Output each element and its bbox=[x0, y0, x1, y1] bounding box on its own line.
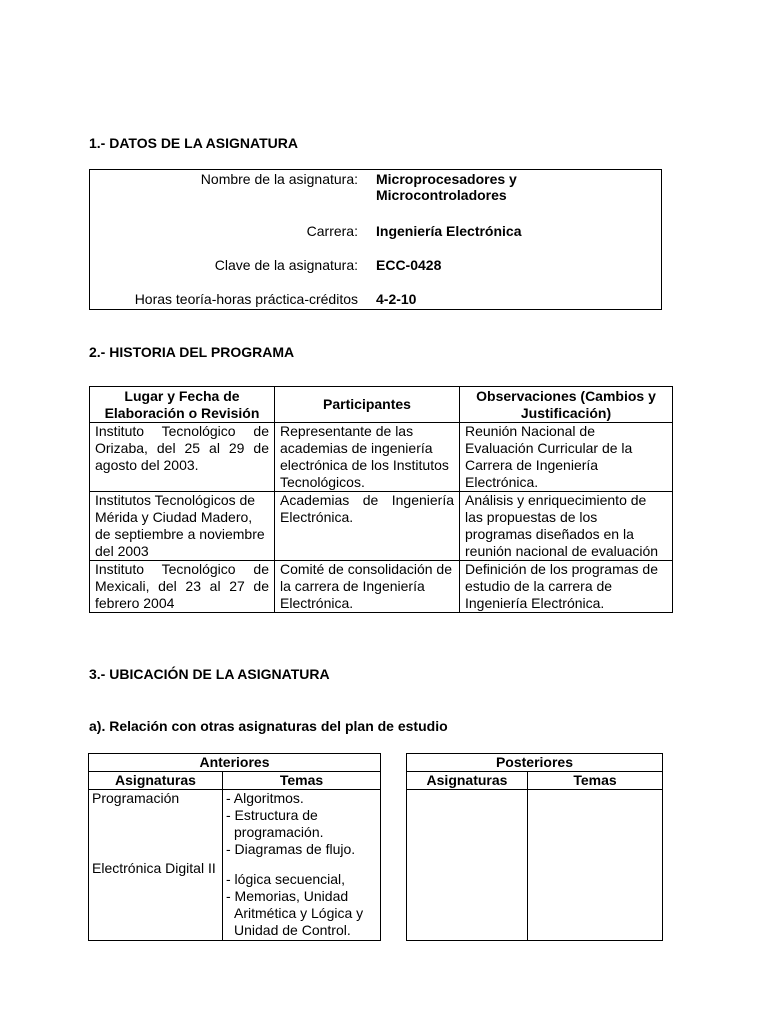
table-cell: Instituto Tecnológico de Mexicali, del 23 al 27 de febrero 2004 bbox=[90, 561, 275, 613]
table-row bbox=[90, 492, 673, 561]
table-cell: Instituto Tecnológico de Orizaba, del 25 al 29 de agosto del 2003. bbox=[90, 423, 275, 492]
datos-label: Horas teoría-horas práctica-créditos bbox=[134, 291, 358, 307]
datos-value: ECC-0428 bbox=[376, 257, 442, 273]
table-cell: Análisis y enriquecimiento de las propuestas de los programas diseñados en la reunión nacional de evaluación bbox=[460, 492, 673, 561]
datos-value: 4-2-10 bbox=[376, 291, 417, 307]
section2-heading: 2.- HISTORIA DEL PROGRAMA bbox=[89, 344, 295, 360]
tema-item: - lógica secuencial, bbox=[226, 871, 346, 887]
tema-item: - Algoritmos. bbox=[226, 790, 304, 806]
table-row bbox=[90, 423, 673, 492]
table-header-row bbox=[90, 387, 673, 423]
tema-item: - Estructura de programación. bbox=[226, 807, 324, 840]
posteriores-col-temas: Temas bbox=[528, 772, 663, 790]
section3-heading: 3.- UBICACIÓN DE LA ASIGNATURA bbox=[89, 666, 330, 682]
table-header: Lugar y Fecha de Elaboración o Revisión bbox=[90, 387, 275, 423]
anteriores-asignaturas-cell bbox=[89, 790, 223, 941]
datos-label: Clave de la asignatura: bbox=[214, 257, 358, 273]
table-header: Observaciones (Cambios y Justificación) bbox=[460, 387, 673, 423]
posteriores-asignaturas-cell bbox=[407, 790, 528, 941]
section1-heading: 1.- DATOS DE LA ASIGNATURA bbox=[89, 135, 298, 151]
anteriores-table bbox=[88, 753, 381, 941]
anteriores-temas-cell bbox=[223, 790, 381, 941]
table-cell: Academias de Ingeniería Electrónica. bbox=[275, 492, 460, 561]
anteriores-col-temas: Temas bbox=[223, 772, 381, 790]
datos-value: Ingeniería Electrónica bbox=[376, 223, 522, 239]
table-cell: Representante de las academias de ingeniería electrónica de los Institutos Tecnológicos. bbox=[275, 423, 460, 492]
anteriores-title: Anteriores bbox=[89, 754, 381, 772]
datos-asignatura-box bbox=[89, 169, 662, 310]
datos-label: Nombre de la asignatura: bbox=[200, 171, 358, 187]
datos-label: Carrera: bbox=[306, 223, 358, 239]
posteriores-table bbox=[406, 753, 663, 941]
posteriores-title: Posteriores bbox=[407, 754, 663, 772]
tema-item: - Memorias, Unidad Aritmética y Lógica y Unidad de Control. bbox=[226, 888, 364, 938]
section3-subheading: a). Relación con otras asignaturas del plan de estudio bbox=[89, 718, 448, 734]
tema-item: - Diagramas de flujo. bbox=[226, 841, 356, 857]
table-cell: Comité de consolidación de la carrera de Ingeniería Electrónica. bbox=[275, 561, 460, 613]
table-cell: Reunión Nacional de Evaluación Curricular de la Carrera de Ingeniería Electrónica. bbox=[460, 423, 673, 492]
table-header: Participantes bbox=[275, 387, 460, 423]
posteriores-col-asignaturas: Asignaturas bbox=[407, 772, 528, 790]
posteriores-temas-cell bbox=[528, 790, 663, 941]
table-cell: Definición de los programas de estudio de la carrera de Ingeniería Electrónica. bbox=[460, 561, 673, 613]
anteriores-col-asignaturas: Asignaturas bbox=[89, 772, 223, 790]
table-row bbox=[90, 561, 673, 613]
subject-name: Electrónica Digital II bbox=[92, 860, 216, 876]
table-cell: Institutos Tecnológicos de Mérida y Ciudad Madero, de septiembre a noviembre del 2003 bbox=[90, 492, 275, 561]
datos-value: Microprocesadores y Microcontroladores bbox=[376, 171, 517, 203]
subject-name: Programación bbox=[92, 790, 180, 806]
historia-table bbox=[89, 386, 673, 613]
